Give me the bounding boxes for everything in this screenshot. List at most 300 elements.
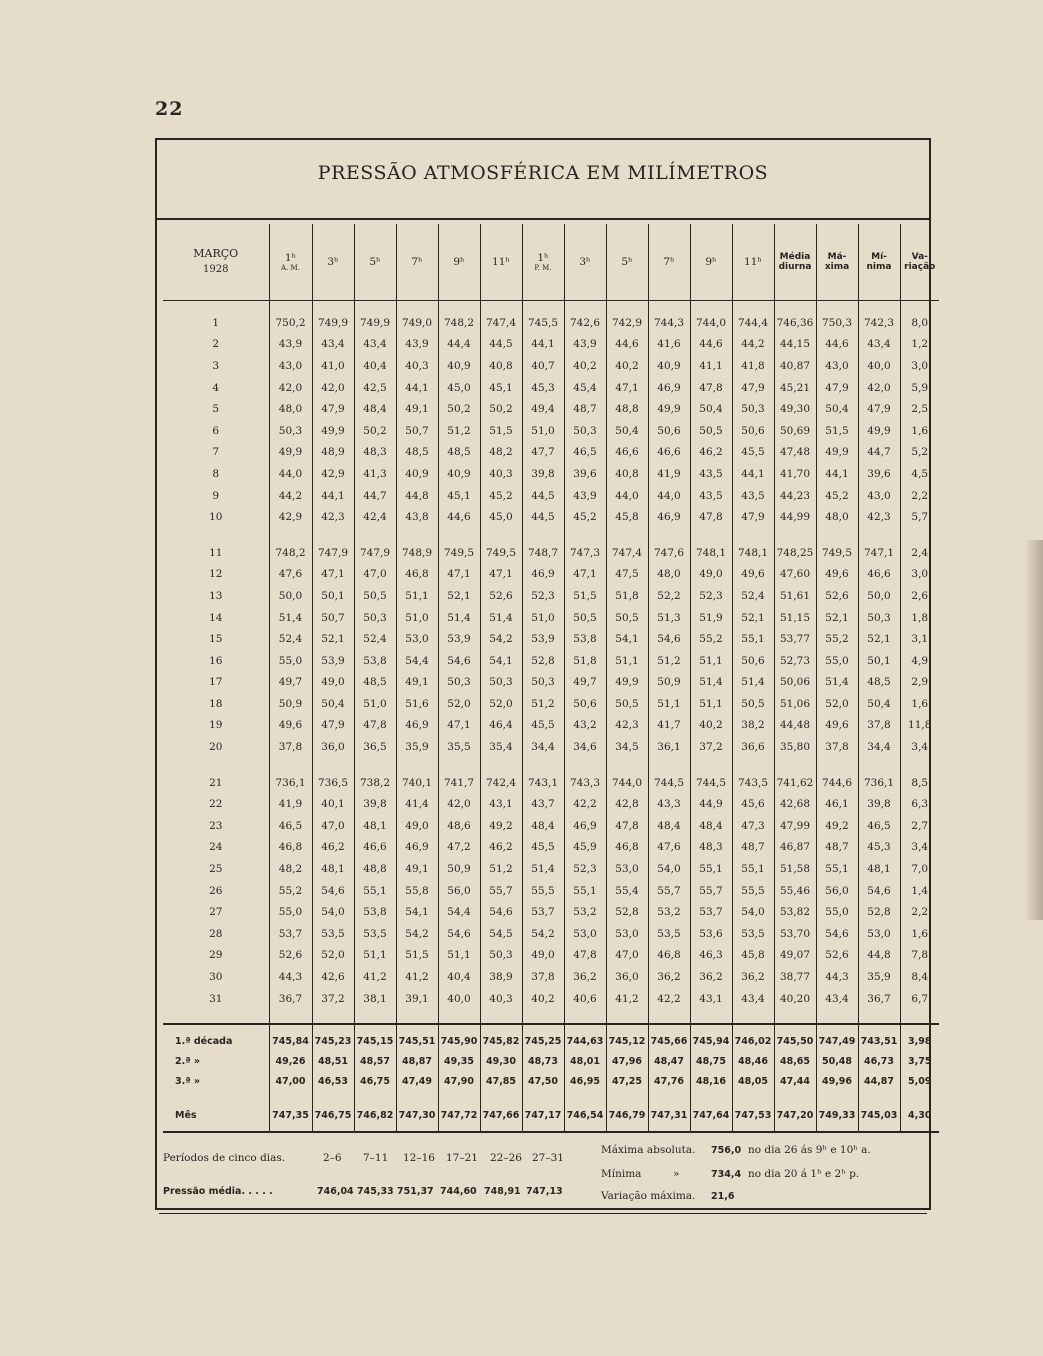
stat-header bbox=[858, 224, 900, 301]
value-cell: 40,4 bbox=[438, 966, 480, 988]
value-cell: 48,1 bbox=[858, 858, 900, 880]
value-cell: 41,0 bbox=[312, 355, 354, 377]
value-cell: 54,6 bbox=[648, 628, 690, 650]
value-cell: 38,77 bbox=[774, 966, 816, 988]
value-cell: 49,0 bbox=[522, 945, 564, 967]
value-cell: 55,1 bbox=[564, 880, 606, 902]
value-cell: 47,0 bbox=[354, 564, 396, 586]
value-cell: 7,8 bbox=[900, 945, 939, 967]
value-cell: 47,8 bbox=[564, 945, 606, 967]
value-cell: 36,2 bbox=[690, 966, 732, 988]
summary-value: 746,02 bbox=[732, 1031, 774, 1051]
table-row bbox=[163, 966, 939, 988]
value-cell: 47,9 bbox=[816, 377, 858, 399]
hour-header bbox=[648, 224, 690, 301]
value-cell: 44,3 bbox=[816, 966, 858, 988]
value-cell: 3,0 bbox=[900, 564, 939, 586]
value-cell: 749,5 bbox=[438, 542, 480, 564]
value-cell: 1,6 bbox=[900, 923, 939, 945]
value-cell: 54,0 bbox=[312, 901, 354, 923]
day-cell: 30 bbox=[209, 971, 223, 984]
table-row bbox=[163, 420, 939, 442]
value-cell: 40,3 bbox=[480, 463, 522, 485]
value-cell: 53,0 bbox=[858, 923, 900, 945]
value-cell: 50,3 bbox=[732, 398, 774, 420]
value-cell: 49,9 bbox=[269, 442, 312, 464]
value-cell: 44,1 bbox=[816, 463, 858, 485]
value-cell: 48,3 bbox=[354, 442, 396, 464]
summary-label: 1.ª década bbox=[175, 1035, 233, 1047]
value-cell: 48,5 bbox=[396, 442, 438, 464]
value-cell: 45,9 bbox=[564, 837, 606, 859]
min-abs-label: Mínima bbox=[601, 1168, 642, 1180]
value-cell: 744,3 bbox=[648, 312, 690, 334]
value-cell: 45,3 bbox=[522, 377, 564, 399]
value-cell: 45,0 bbox=[438, 377, 480, 399]
value-cell: 51,0 bbox=[354, 693, 396, 715]
value-cell: 35,80 bbox=[774, 736, 816, 758]
value-cell: 36,7 bbox=[858, 988, 900, 1010]
value-cell: 51,2 bbox=[648, 650, 690, 672]
var-max-value: 21,6 bbox=[711, 1191, 735, 1202]
table-row bbox=[163, 988, 939, 1010]
value-cell: 43,3 bbox=[648, 793, 690, 815]
value-cell: 44,6 bbox=[816, 334, 858, 356]
value-cell: 56,0 bbox=[438, 880, 480, 902]
value-cell: 45,3 bbox=[858, 837, 900, 859]
value-cell: 53,5 bbox=[648, 923, 690, 945]
value-cell: 54,1 bbox=[480, 650, 522, 672]
value-cell: 44,7 bbox=[858, 442, 900, 464]
value-cell: 48,4 bbox=[354, 398, 396, 420]
value-cell: 747,1 bbox=[858, 542, 900, 564]
pressure-table bbox=[163, 224, 939, 1133]
value-cell: 44,1 bbox=[732, 463, 774, 485]
summary-row bbox=[163, 1071, 939, 1091]
value-cell: 48,7 bbox=[732, 837, 774, 859]
value-cell: 53,9 bbox=[522, 628, 564, 650]
summary-value: 49,35 bbox=[438, 1051, 480, 1071]
table-row bbox=[163, 628, 939, 650]
hour-label: 5ʰ bbox=[369, 255, 381, 268]
value-cell: 49,6 bbox=[732, 564, 774, 586]
value-cell: 52,1 bbox=[816, 607, 858, 629]
value-cell: 748,9 bbox=[396, 542, 438, 564]
value-cell: 47,48 bbox=[774, 442, 816, 464]
value-cell: 45,2 bbox=[480, 485, 522, 507]
summary-value: 49,26 bbox=[269, 1051, 312, 1071]
min-abs-ditto: » bbox=[673, 1168, 680, 1180]
value-cell: 51,1 bbox=[606, 650, 648, 672]
value-cell: 51,4 bbox=[269, 607, 312, 629]
value-cell: 43,9 bbox=[269, 334, 312, 356]
day-cell: 31 bbox=[209, 992, 223, 1005]
value-cell: 46,6 bbox=[354, 837, 396, 859]
value-cell: 50,3 bbox=[522, 672, 564, 694]
value-cell: 49,9 bbox=[816, 442, 858, 464]
value-cell: 36,2 bbox=[732, 966, 774, 988]
value-cell: 36,6 bbox=[732, 736, 774, 758]
hour-header bbox=[354, 224, 396, 301]
value-cell: 54,6 bbox=[438, 923, 480, 945]
value-cell: 48,6 bbox=[438, 815, 480, 837]
table-row bbox=[163, 506, 939, 528]
summary-value: 745,12 bbox=[606, 1031, 648, 1051]
value-cell: 40,9 bbox=[438, 355, 480, 377]
value-cell: 47,6 bbox=[269, 564, 312, 586]
table-row bbox=[163, 585, 939, 607]
pressure-item: 747,13 bbox=[526, 1186, 563, 1197]
value-cell: 743,1 bbox=[522, 772, 564, 794]
value-cell: 47,9 bbox=[732, 506, 774, 528]
summary-value: 3,75 bbox=[900, 1051, 939, 1071]
value-cell: 49,9 bbox=[648, 398, 690, 420]
summary-value: 745,50 bbox=[774, 1031, 816, 1051]
value-cell: 49,6 bbox=[816, 564, 858, 586]
value-cell: 51,1 bbox=[690, 693, 732, 715]
footer-summary bbox=[163, 1124, 923, 1202]
value-cell: 37,8 bbox=[269, 736, 312, 758]
value-cell: 49,0 bbox=[312, 672, 354, 694]
spacer-row bbox=[163, 758, 939, 772]
value-cell: 55,7 bbox=[480, 880, 522, 902]
min-abs-note: no dia 20 á 1ʰ e 2ʰ p. bbox=[748, 1168, 860, 1180]
value-cell: 738,2 bbox=[354, 772, 396, 794]
value-cell: 51,1 bbox=[354, 945, 396, 967]
summary-label: 2.ª » bbox=[175, 1055, 201, 1067]
value-cell: 50,5 bbox=[732, 693, 774, 715]
value-cell: 55,2 bbox=[816, 628, 858, 650]
day-cell: 10 bbox=[209, 511, 223, 524]
hour-header bbox=[480, 224, 522, 301]
table-row bbox=[163, 772, 939, 794]
value-cell: 3,4 bbox=[900, 837, 939, 859]
value-cell: 748,2 bbox=[438, 312, 480, 334]
value-cell: 46,2 bbox=[690, 442, 732, 464]
value-cell: 44,2 bbox=[269, 485, 312, 507]
value-cell: 45,8 bbox=[606, 506, 648, 528]
value-cell: 40,0 bbox=[858, 355, 900, 377]
value-cell: 42,68 bbox=[774, 793, 816, 815]
value-cell: 40,6 bbox=[564, 988, 606, 1010]
value-cell: 747,3 bbox=[564, 542, 606, 564]
value-cell: 50,3 bbox=[354, 607, 396, 629]
value-cell: 47,0 bbox=[312, 815, 354, 837]
value-cell: 52,2 bbox=[648, 585, 690, 607]
summary-value: 48,05 bbox=[732, 1071, 774, 1091]
summary-value: 745,15 bbox=[354, 1031, 396, 1051]
value-cell: 741,62 bbox=[774, 772, 816, 794]
summary-value: 747,35 bbox=[269, 1105, 312, 1125]
summary-value: 47,96 bbox=[606, 1051, 648, 1071]
value-cell: 47,99 bbox=[774, 815, 816, 837]
value-cell: 747,6 bbox=[648, 542, 690, 564]
summary-value: 46,53 bbox=[312, 1071, 354, 1091]
summary-value: 745,03 bbox=[858, 1105, 900, 1125]
value-cell: 44,8 bbox=[858, 945, 900, 967]
hour-header bbox=[732, 224, 774, 301]
value-cell: 43,0 bbox=[816, 355, 858, 377]
value-cell: 744,4 bbox=[732, 312, 774, 334]
value-cell: 44,23 bbox=[774, 485, 816, 507]
value-cell: 40,20 bbox=[774, 988, 816, 1010]
value-cell: 47,1 bbox=[438, 564, 480, 586]
value-cell: 46,2 bbox=[480, 837, 522, 859]
value-cell: 41,4 bbox=[396, 793, 438, 815]
value-cell: 46,4 bbox=[480, 715, 522, 737]
value-cell: 55,7 bbox=[690, 880, 732, 902]
value-cell: 1,6 bbox=[900, 693, 939, 715]
value-cell: 55,1 bbox=[354, 880, 396, 902]
day-cell: 24 bbox=[209, 841, 223, 854]
value-cell: 55,1 bbox=[816, 858, 858, 880]
day-cell: 22 bbox=[209, 798, 223, 811]
value-cell: 55,1 bbox=[732, 858, 774, 880]
value-cell: 53,0 bbox=[606, 858, 648, 880]
value-cell: 52,1 bbox=[858, 628, 900, 650]
value-cell: 49,1 bbox=[396, 858, 438, 880]
value-cell: 36,2 bbox=[564, 966, 606, 988]
spacer-row bbox=[163, 1091, 939, 1105]
value-cell: 8,4 bbox=[900, 966, 939, 988]
value-cell: 749,0 bbox=[396, 312, 438, 334]
value-cell: 52,0 bbox=[816, 693, 858, 715]
value-cell: 51,5 bbox=[480, 420, 522, 442]
hour-label: 7ʰ bbox=[411, 255, 423, 268]
value-cell: 51,15 bbox=[774, 607, 816, 629]
value-cell: 47,1 bbox=[312, 564, 354, 586]
value-cell: 54,2 bbox=[522, 923, 564, 945]
summary-value: 746,79 bbox=[606, 1105, 648, 1125]
value-cell: 53,70 bbox=[774, 923, 816, 945]
value-cell: 42,5 bbox=[354, 377, 396, 399]
value-cell: 51,3 bbox=[648, 607, 690, 629]
value-cell: 2,2 bbox=[900, 485, 939, 507]
value-cell: 5,2 bbox=[900, 442, 939, 464]
value-cell: 42,9 bbox=[269, 506, 312, 528]
value-cell: 47,8 bbox=[606, 815, 648, 837]
table-row bbox=[163, 945, 939, 967]
value-cell: 51,2 bbox=[438, 420, 480, 442]
table-row bbox=[163, 442, 939, 464]
value-cell: 36,1 bbox=[648, 736, 690, 758]
value-cell: 35,5 bbox=[438, 736, 480, 758]
value-cell: 8,0 bbox=[900, 312, 939, 334]
value-cell: 52,8 bbox=[606, 901, 648, 923]
table-row bbox=[163, 815, 939, 837]
summary-value: 745,51 bbox=[396, 1031, 438, 1051]
table-row bbox=[163, 564, 939, 586]
value-cell: 54,6 bbox=[816, 923, 858, 945]
value-cell: 38,2 bbox=[732, 715, 774, 737]
value-cell: 54,6 bbox=[480, 901, 522, 923]
value-cell: 44,1 bbox=[522, 334, 564, 356]
value-cell: 736,1 bbox=[858, 772, 900, 794]
value-cell: 48,8 bbox=[354, 858, 396, 880]
value-cell: 41,3 bbox=[354, 463, 396, 485]
value-cell: 45,4 bbox=[564, 377, 606, 399]
value-cell: 53,82 bbox=[774, 901, 816, 923]
value-cell: 43,0 bbox=[269, 355, 312, 377]
value-cell: 54,0 bbox=[732, 901, 774, 923]
summary-value: 48,51 bbox=[312, 1051, 354, 1071]
value-cell: 743,5 bbox=[732, 772, 774, 794]
value-cell: 52,6 bbox=[816, 585, 858, 607]
value-cell: 53,0 bbox=[564, 923, 606, 945]
hour-label: 1ʰ bbox=[284, 251, 297, 264]
value-cell: 1,6 bbox=[900, 420, 939, 442]
value-cell: 41,2 bbox=[606, 988, 648, 1010]
value-cell: 47,60 bbox=[774, 564, 816, 586]
value-cell: 51,6 bbox=[396, 693, 438, 715]
summary-value: 47,49 bbox=[396, 1071, 438, 1091]
value-cell: 1,2 bbox=[900, 334, 939, 356]
value-cell: 53,8 bbox=[564, 628, 606, 650]
value-cell: 53,5 bbox=[354, 923, 396, 945]
value-cell: 46,9 bbox=[564, 815, 606, 837]
value-cell: 42,3 bbox=[606, 715, 648, 737]
summary-value: 48,57 bbox=[354, 1051, 396, 1071]
value-cell: 52,6 bbox=[480, 585, 522, 607]
value-cell: 54,4 bbox=[396, 650, 438, 672]
summary-value: 747,31 bbox=[648, 1105, 690, 1125]
value-cell: 55,0 bbox=[816, 901, 858, 923]
value-cell: 45,5 bbox=[522, 837, 564, 859]
value-cell: 47,1 bbox=[438, 715, 480, 737]
value-cell: 50,6 bbox=[732, 650, 774, 672]
summary-value: 47,00 bbox=[269, 1071, 312, 1091]
period-item: 2–6 bbox=[323, 1152, 342, 1164]
value-cell: 51,0 bbox=[396, 607, 438, 629]
value-cell: 36,5 bbox=[354, 736, 396, 758]
value-cell: 46,8 bbox=[269, 837, 312, 859]
table-row bbox=[163, 736, 939, 758]
hour-header bbox=[312, 224, 354, 301]
value-cell: 1,4 bbox=[900, 880, 939, 902]
value-cell: 748,1 bbox=[690, 542, 732, 564]
summary-value: 49,96 bbox=[816, 1071, 858, 1091]
summary-value: 48,16 bbox=[690, 1071, 732, 1091]
value-cell: 45,0 bbox=[480, 506, 522, 528]
value-cell: 40,0 bbox=[438, 988, 480, 1010]
value-cell: 43,4 bbox=[858, 334, 900, 356]
value-cell: 38,9 bbox=[480, 966, 522, 988]
value-cell: 44,5 bbox=[480, 334, 522, 356]
value-cell: 34,6 bbox=[564, 736, 606, 758]
stat-label-2: diurna bbox=[778, 262, 812, 272]
value-cell: 53,77 bbox=[774, 628, 816, 650]
value-cell: 53,5 bbox=[732, 923, 774, 945]
value-cell: 41,2 bbox=[396, 966, 438, 988]
value-cell: 52,8 bbox=[858, 901, 900, 923]
stat-label-1: Má- bbox=[827, 251, 847, 262]
value-cell: 747,9 bbox=[354, 542, 396, 564]
table-row bbox=[163, 463, 939, 485]
value-cell: 744,5 bbox=[648, 772, 690, 794]
table-row bbox=[163, 398, 939, 420]
value-cell: 48,4 bbox=[690, 815, 732, 837]
value-cell: 54,2 bbox=[480, 628, 522, 650]
value-cell: 44,0 bbox=[269, 463, 312, 485]
value-cell: 52,4 bbox=[732, 585, 774, 607]
value-cell: 44,2 bbox=[732, 334, 774, 356]
value-cell: 53,9 bbox=[438, 628, 480, 650]
pressure-item: 751,37 bbox=[397, 1186, 434, 1197]
value-cell: 40,4 bbox=[354, 355, 396, 377]
spacer-row bbox=[163, 528, 939, 542]
value-cell: 736,1 bbox=[269, 772, 312, 794]
min-abs-value: 734,4 bbox=[711, 1169, 742, 1180]
value-cell: 50,5 bbox=[690, 420, 732, 442]
value-cell: 45,21 bbox=[774, 377, 816, 399]
value-cell: 51,61 bbox=[774, 585, 816, 607]
value-cell: 50,4 bbox=[312, 693, 354, 715]
value-cell: 43,5 bbox=[690, 463, 732, 485]
hour-label: 1ʰ bbox=[537, 251, 549, 264]
value-cell: 44,6 bbox=[690, 334, 732, 356]
value-cell: 42,0 bbox=[269, 377, 312, 399]
value-cell: 50,5 bbox=[606, 607, 648, 629]
value-cell: 36,0 bbox=[606, 966, 648, 988]
value-cell: 42,0 bbox=[858, 377, 900, 399]
day-cell: 14 bbox=[209, 611, 223, 624]
day-cell: 18 bbox=[209, 697, 223, 710]
ampm-label: P. M. bbox=[534, 264, 552, 272]
summary-value: 47,50 bbox=[522, 1071, 564, 1091]
value-cell: 40,2 bbox=[606, 355, 648, 377]
header-row bbox=[163, 224, 939, 301]
value-cell: 44,99 bbox=[774, 506, 816, 528]
day-cell: 17 bbox=[209, 676, 223, 689]
value-cell: 46,5 bbox=[858, 815, 900, 837]
value-cell: 46,2 bbox=[312, 837, 354, 859]
summary-value: 46,75 bbox=[354, 1071, 396, 1091]
table-row bbox=[163, 880, 939, 902]
value-cell: 47,8 bbox=[690, 377, 732, 399]
day-cell: 16 bbox=[209, 654, 223, 667]
hour-label: 3ʰ bbox=[327, 255, 339, 268]
value-cell: 52,6 bbox=[269, 945, 312, 967]
value-cell: 52,4 bbox=[354, 628, 396, 650]
value-cell: 744,0 bbox=[690, 312, 732, 334]
period-item: 22–26 bbox=[490, 1152, 522, 1164]
value-cell: 44,5 bbox=[522, 506, 564, 528]
value-cell: 49,9 bbox=[858, 420, 900, 442]
title-divider bbox=[157, 218, 929, 220]
value-cell: 40,2 bbox=[564, 355, 606, 377]
value-cell: 47,1 bbox=[564, 564, 606, 586]
value-cell: 54,6 bbox=[858, 880, 900, 902]
summary-value: 746,75 bbox=[312, 1105, 354, 1125]
value-cell: 46,1 bbox=[816, 793, 858, 815]
value-cell: 55,0 bbox=[269, 650, 312, 672]
summary-label: Mês bbox=[175, 1109, 197, 1121]
value-cell: 743,3 bbox=[564, 772, 606, 794]
value-cell: 34,4 bbox=[522, 736, 564, 758]
value-cell: 42,2 bbox=[564, 793, 606, 815]
value-cell: 53,7 bbox=[522, 901, 564, 923]
value-cell: 55,8 bbox=[396, 880, 438, 902]
value-cell: 48,1 bbox=[354, 815, 396, 837]
summary-value: 50,48 bbox=[816, 1051, 858, 1071]
value-cell: 53,0 bbox=[396, 628, 438, 650]
hour-label: 9ʰ bbox=[705, 255, 717, 268]
value-cell: 47,8 bbox=[690, 506, 732, 528]
summary-value: 47,90 bbox=[438, 1071, 480, 1091]
value-cell: 51,1 bbox=[438, 945, 480, 967]
value-cell: 54,4 bbox=[438, 901, 480, 923]
value-cell: 54,6 bbox=[438, 650, 480, 672]
